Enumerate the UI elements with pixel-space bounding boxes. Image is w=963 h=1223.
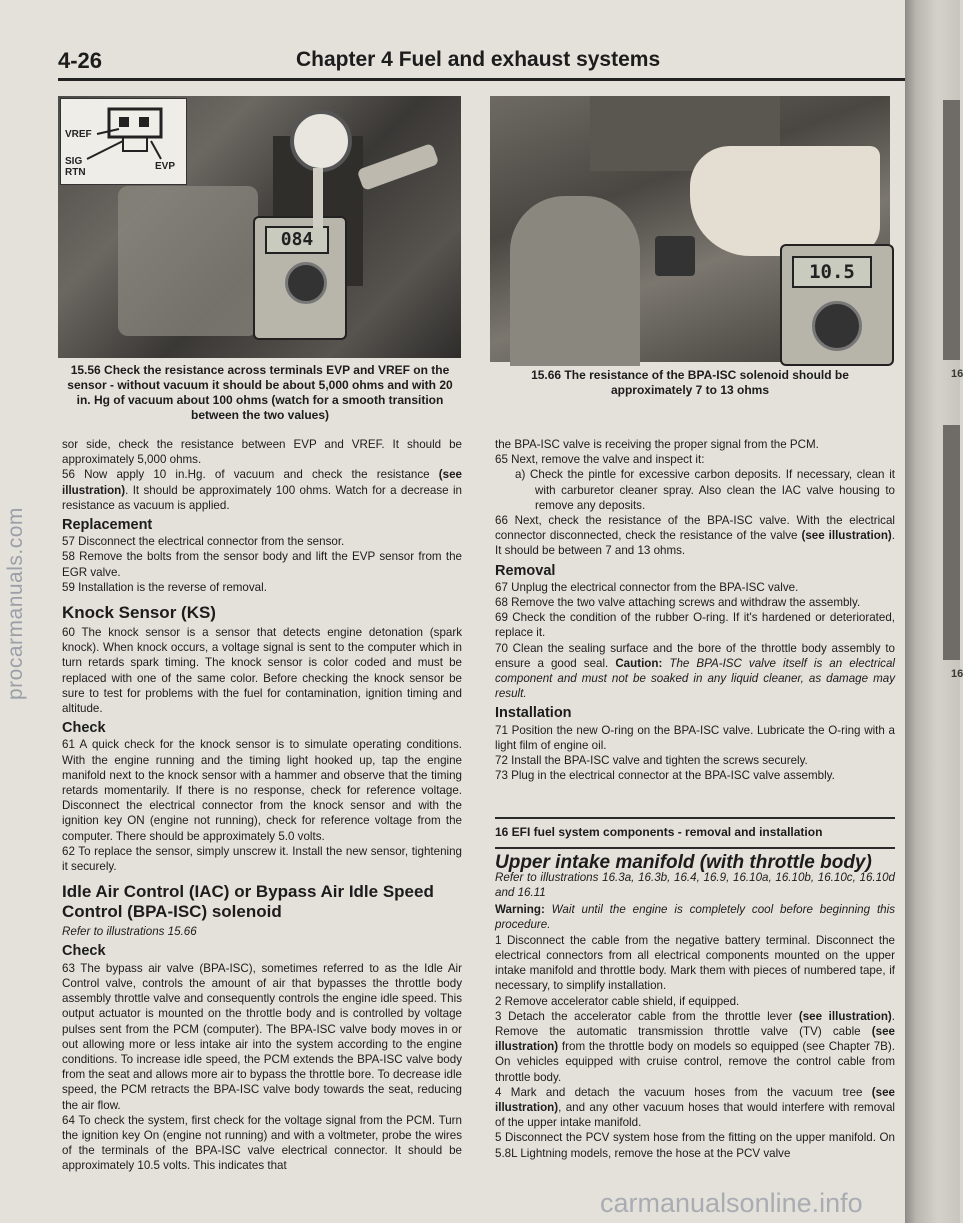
paragraph: sor side, check the resistance between EVP and VREF. It should be approximately 5,000 ohms.	[62, 438, 462, 467]
paragraph-62: 62 To replace the sensor, simply unscrew it. Install the new sensor, tightening it securely.	[62, 844, 462, 874]
illustration-reference: Refer to illustrations 16.3a, 16.3b, 16.4, 16.9, 16.10a, 16.10b, 16.10c, 16.10d and 16.11	[495, 870, 895, 900]
header-rule	[58, 78, 906, 81]
heading-removal: Removal	[495, 562, 556, 579]
warning-paragraph: Warning: Wait until the engine is completely cool before beginning this procedure.	[495, 903, 895, 932]
edge-page-label: 16	[951, 368, 963, 380]
connector-diagram-inset: VREF SIG RTN EVP	[60, 98, 187, 185]
paragraph-64: 64 To check the system, first check for the voltage signal from the PCM. Turn the ignition key On (engine not running) and with a voltmeter, probe the wires of the terminals of the BPA-ISC valve electrical connector. It should be approximately 10.5 volts. This indicates that	[62, 1113, 462, 1173]
photo-bpa-isc-solenoid-test	[490, 96, 890, 362]
paragraph-63: 63 The bypass air valve (BPA-ISC), sometimes referred to as the Idle Air Control valve, controls the amount of air that bypasses the throttle body assembly throttle valve and consequently controls the engine idle speed. This output actuator is mounted on the throttle body and is controlled by voltage pulses sent from the PCM (computer). The BPA-ISC valve body moves in or out allowing more or less intake air into the system according to the engine conditions. To increase idle speed, the PCM extends the BPA-ISC valve body from the seat and allows more air to bypass the throttle bore. To decrease idle speed, the PCM retracts the BPA-ISC valve body towards the seat, reducing the air flow.	[62, 961, 462, 1112]
paragraph-61: 61 A quick check for the knock sensor is to simulate operating conditions. With the engine running and the timing light hooked up, tap the engine manifold next to the knock sensor with a hammer and observe that the timing retards momentarily. If there is no response, check for reference voltage. Disconnect the electrical connector from the knock sensor and with the ignition key ON (engine not running), check for reference voltage from the computer. There should be approximately 5.0 volts.	[62, 738, 462, 843]
paragraph-5: 5 Disconnect the PCV system hose from the fitting on the upper manifold. On 5.8L Lightning models, remove the hose at the PCV valve	[495, 1131, 895, 1160]
heading-check: Check	[62, 943, 106, 960]
adjacent-page-edge	[905, 0, 963, 1223]
heading-replacement: Replacement	[62, 517, 153, 534]
left-text-column	[62, 437, 462, 1174]
heading-idle-air-control: Idle Air Control (IAC) or Bypass Air Idle Speed Control (BPA-ISC) solenoid	[62, 882, 434, 922]
paragraph-68: 68 Remove the two valve attaching screws and withdraw the assembly.	[495, 596, 861, 610]
paragraph-67: 67 Unplug the electrical connector from the BPA-ISC valve.	[495, 580, 799, 594]
section-rule	[495, 847, 895, 849]
section-rule	[495, 817, 895, 819]
heading-check: Check	[62, 720, 106, 737]
paragraph-58: 58 Remove the bolts from the sensor body and lift the EVP sensor from the EGR valve.	[62, 550, 462, 579]
paragraph-59: 59 Installation is the reverse of removal.	[62, 580, 267, 594]
watermark-side: procarmanuals.com	[4, 507, 27, 700]
paragraph: the BPA-ISC valve is receiving the proper signal from the PCM.	[495, 438, 819, 451]
chapter-title: Chapter 4 Fuel and exhaust systems	[296, 48, 661, 71]
paragraph-3: 3 Detach the accelerator cable from the throttle lever (see illustration). Remove the automatic transmission throttle valve (TV) cable (see illustration) from the throttle body on models so equipped (see Chapter 7B). On vehicles equipped with cruise control, remove the control cable from throttle body.	[495, 1009, 896, 1084]
heading-upper-intake-manifold: Upper intake manifold (with throttle body)	[495, 851, 872, 873]
paragraph-65a: a) Check the pintle for excessive carbon deposits. If necessary, clean it with carburetor cleaner spray. Also clean the IAC valve housing to remove any deposits.	[515, 468, 895, 512]
heading-knock-sensor: Knock Sensor (KS)	[62, 603, 216, 623]
paragraph-71: 71 Position the new O-ring on the BPA-ISC valve. Lubricate the O-ring with a light film of engine oil.	[495, 723, 895, 752]
paragraph-66: 66 Next, check the resistance of the BPA-ISC valve. With the electrical connector disconnected, check the resistance of the valve (see illustration). It should be between 7 and 13 ohms.	[495, 514, 895, 558]
section-title-16: 16 EFI fuel system components - removal and installation	[495, 825, 823, 840]
connector-icon	[61, 99, 186, 184]
illustration-reference: Refer to illustrations 15.66	[62, 925, 197, 939]
paragraph-60: 60 The knock sensor is a sensor that detects engine detonation (spark knock). When knock occurs, a voltage signal is sent to the computer which in turn retards spark timing. The knock sensor is color coded and must be replaced with one of the same color. Before checking the knock sensor be sure to test for problems with the fuel for contamination, ignition timing and altitude.	[62, 626, 462, 716]
paragraph-72: 72 Install the BPA-ISC valve and tighten the screws securely.	[495, 754, 808, 768]
photo-evp-sensor-test	[58, 96, 461, 358]
paragraph-65: 65 Next, remove the valve and inspect it:	[495, 453, 705, 467]
paragraph-73: 73 Plug in the electrical connector at the BPA-ISC valve assembly.	[495, 769, 835, 783]
figure-caption-15-66: 15.66 The resistance of the BPA-ISC solenoid should be approximately 7 to 13 ohms	[531, 368, 849, 397]
paragraph-4: 4 Mark and detach the vacuum hoses from the vacuum tree (see illustration), and any other vacuum hoses that would interfere with removal of the upper intake manifold.	[495, 1085, 895, 1130]
paragraph-57: 57 Disconnect the electrical connector from the sensor.	[62, 535, 345, 549]
paragraph-2: 2 Remove accelerator cable shield, if equipped.	[495, 994, 740, 1008]
paragraph-70: 70 Clean the sealing surface and the bore of the throttle body assembly to ensure a good seal. Caution: The BPA-ISC valve itself is an electrical component and must not be soaked in any liquid cleaner, as damage may result.	[495, 641, 895, 701]
right-text-column	[495, 437, 895, 1161]
page-number: 4-26	[58, 48, 103, 73]
paragraph-69: 69 Check the condition of the rubber O-ring. If it's hardened or deteriorated, replace it.	[495, 611, 895, 640]
paragraph-56: 56 Now apply 10 in.Hg. of vacuum and check the resistance (see illustration). It should be approximately 100 ohms. Watch for a decrease in resistance as vacuum is applied.	[62, 468, 462, 512]
meter-display: 084	[265, 226, 329, 254]
meter-display: 10.5	[792, 256, 872, 288]
edge-page-label: 16	[951, 668, 963, 680]
figure-caption-15-56: 15.56 Check the resistance across terminals EVP and VREF on the sensor - without vacuum it should be about 5,000 ohms and with 20 in. Hg of vacuum about 100 ohms (watch for a smooth transition between the two values)	[67, 363, 453, 422]
heading-installation: Installation	[495, 705, 572, 722]
watermark-bottom: carmanualsonline.info	[600, 1188, 863, 1218]
paragraph-1: 1 Disconnect the cable from the negative battery terminal. Disconnect the electrical connectors from all electrical components mounted on the upper intake manifold and throttle body. Mark them with pieces of numbered tape, if necessary, to simplify installation.	[495, 933, 895, 993]
